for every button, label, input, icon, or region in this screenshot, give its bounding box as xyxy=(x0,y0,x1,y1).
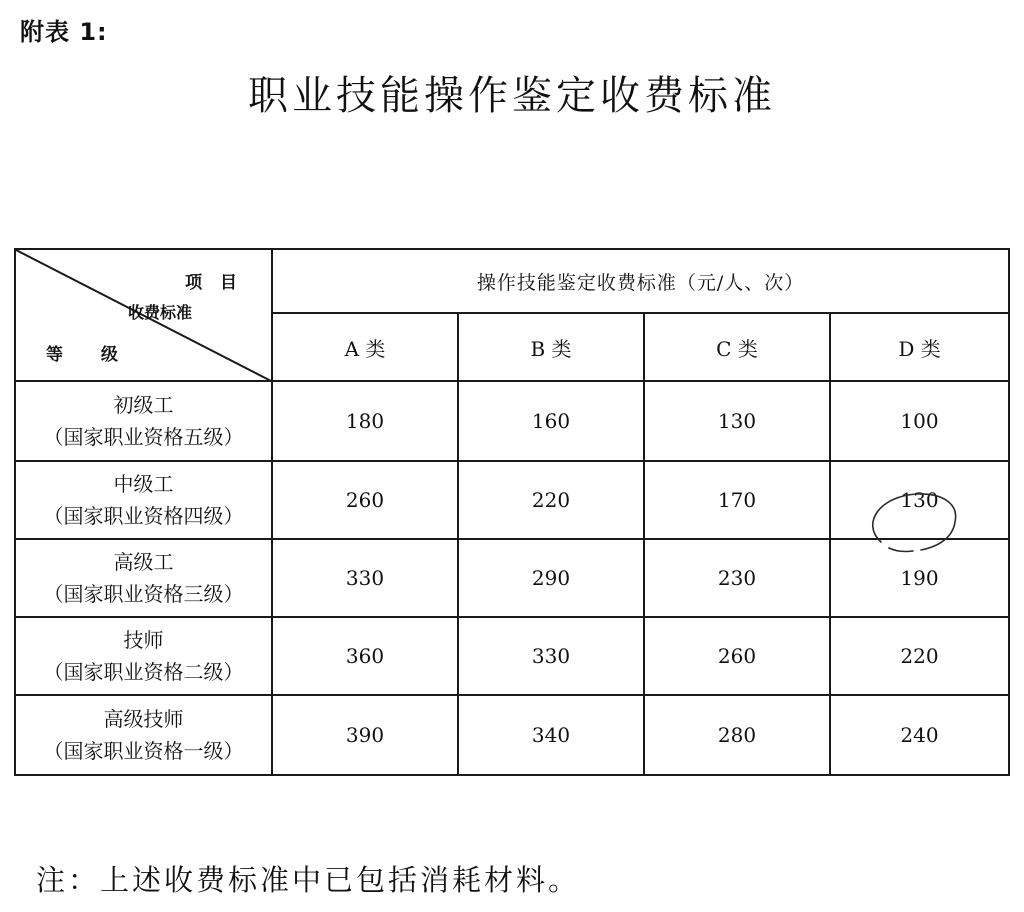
level-qualification: （国家职业资格一级） xyxy=(43,739,244,763)
table-row xyxy=(15,695,1009,775)
main-header-cell: 操作技能鉴定收费标准（元/人、次） xyxy=(272,249,1009,313)
fee-cell-d: 240 xyxy=(830,695,1009,775)
table-header-row xyxy=(15,249,1009,313)
fee-cell-b: 160 xyxy=(458,381,644,461)
fee-cell-c: 260 xyxy=(644,617,830,695)
level-qualification: （国家职业资格三级） xyxy=(43,582,244,606)
table-row xyxy=(15,617,1009,695)
level-cell xyxy=(15,381,272,461)
corner-fee-label: 收费标准 xyxy=(128,303,193,322)
category-b-header: B 类 xyxy=(458,313,644,381)
level-qualification: （国家职业资格四级） xyxy=(43,504,244,528)
fee-cell-a: 330 xyxy=(272,539,458,617)
fee-standard-table xyxy=(14,248,1010,776)
level-name: 初级工 xyxy=(113,393,174,417)
corner-item-label: 项 目 xyxy=(185,273,243,293)
table-row xyxy=(15,381,1009,461)
level-cell xyxy=(15,695,272,775)
table-row xyxy=(15,461,1009,539)
fee-cell-c: 130 xyxy=(644,381,830,461)
level-name: 高级工 xyxy=(113,550,174,574)
category-d-header: D 类 xyxy=(830,313,1009,381)
fee-cell-c: 230 xyxy=(644,539,830,617)
circled-value xyxy=(831,488,1008,512)
footnote: 注：上述收费标准中已包括消耗材料。 xyxy=(36,863,581,897)
fee-cell-d: 100 xyxy=(830,381,1009,461)
level-cell xyxy=(15,539,272,617)
fee-cell-b: 330 xyxy=(458,617,644,695)
level-name: 高级技师 xyxy=(103,707,184,731)
fee-cell-c: 280 xyxy=(644,695,830,775)
level-name: 中级工 xyxy=(113,472,174,496)
fee-cell-d-value: 130 xyxy=(900,488,939,512)
fee-cell-d: 220 xyxy=(830,617,1009,695)
attachment-label: 附表 1: xyxy=(20,18,108,46)
fee-cell-b: 290 xyxy=(458,539,644,617)
corner-level-label: 等 级 xyxy=(46,345,134,365)
fee-cell-b: 340 xyxy=(458,695,644,775)
fee-cell-d-circled xyxy=(830,461,1009,539)
category-c-header: C 类 xyxy=(644,313,830,381)
fee-cell-a: 390 xyxy=(272,695,458,775)
fee-cell-a: 180 xyxy=(272,381,458,461)
fee-cell-a: 360 xyxy=(272,617,458,695)
hand-drawn-circle-icon xyxy=(859,488,979,560)
fee-cell-b: 220 xyxy=(458,461,644,539)
fee-cell-c: 170 xyxy=(644,461,830,539)
level-cell xyxy=(15,461,272,539)
fee-cell-a: 260 xyxy=(272,461,458,539)
level-name: 技师 xyxy=(123,628,164,652)
level-qualification: （国家职业资格二级） xyxy=(43,660,244,684)
category-a-header: A 类 xyxy=(272,313,458,381)
level-cell xyxy=(15,617,272,695)
level-qualification: （国家职业资格五级） xyxy=(43,425,244,449)
document-title: 职业技能操作鉴定收费标准 xyxy=(248,73,776,119)
corner-header-cell xyxy=(15,249,272,381)
fee-cell-d: 190 xyxy=(830,539,1009,617)
